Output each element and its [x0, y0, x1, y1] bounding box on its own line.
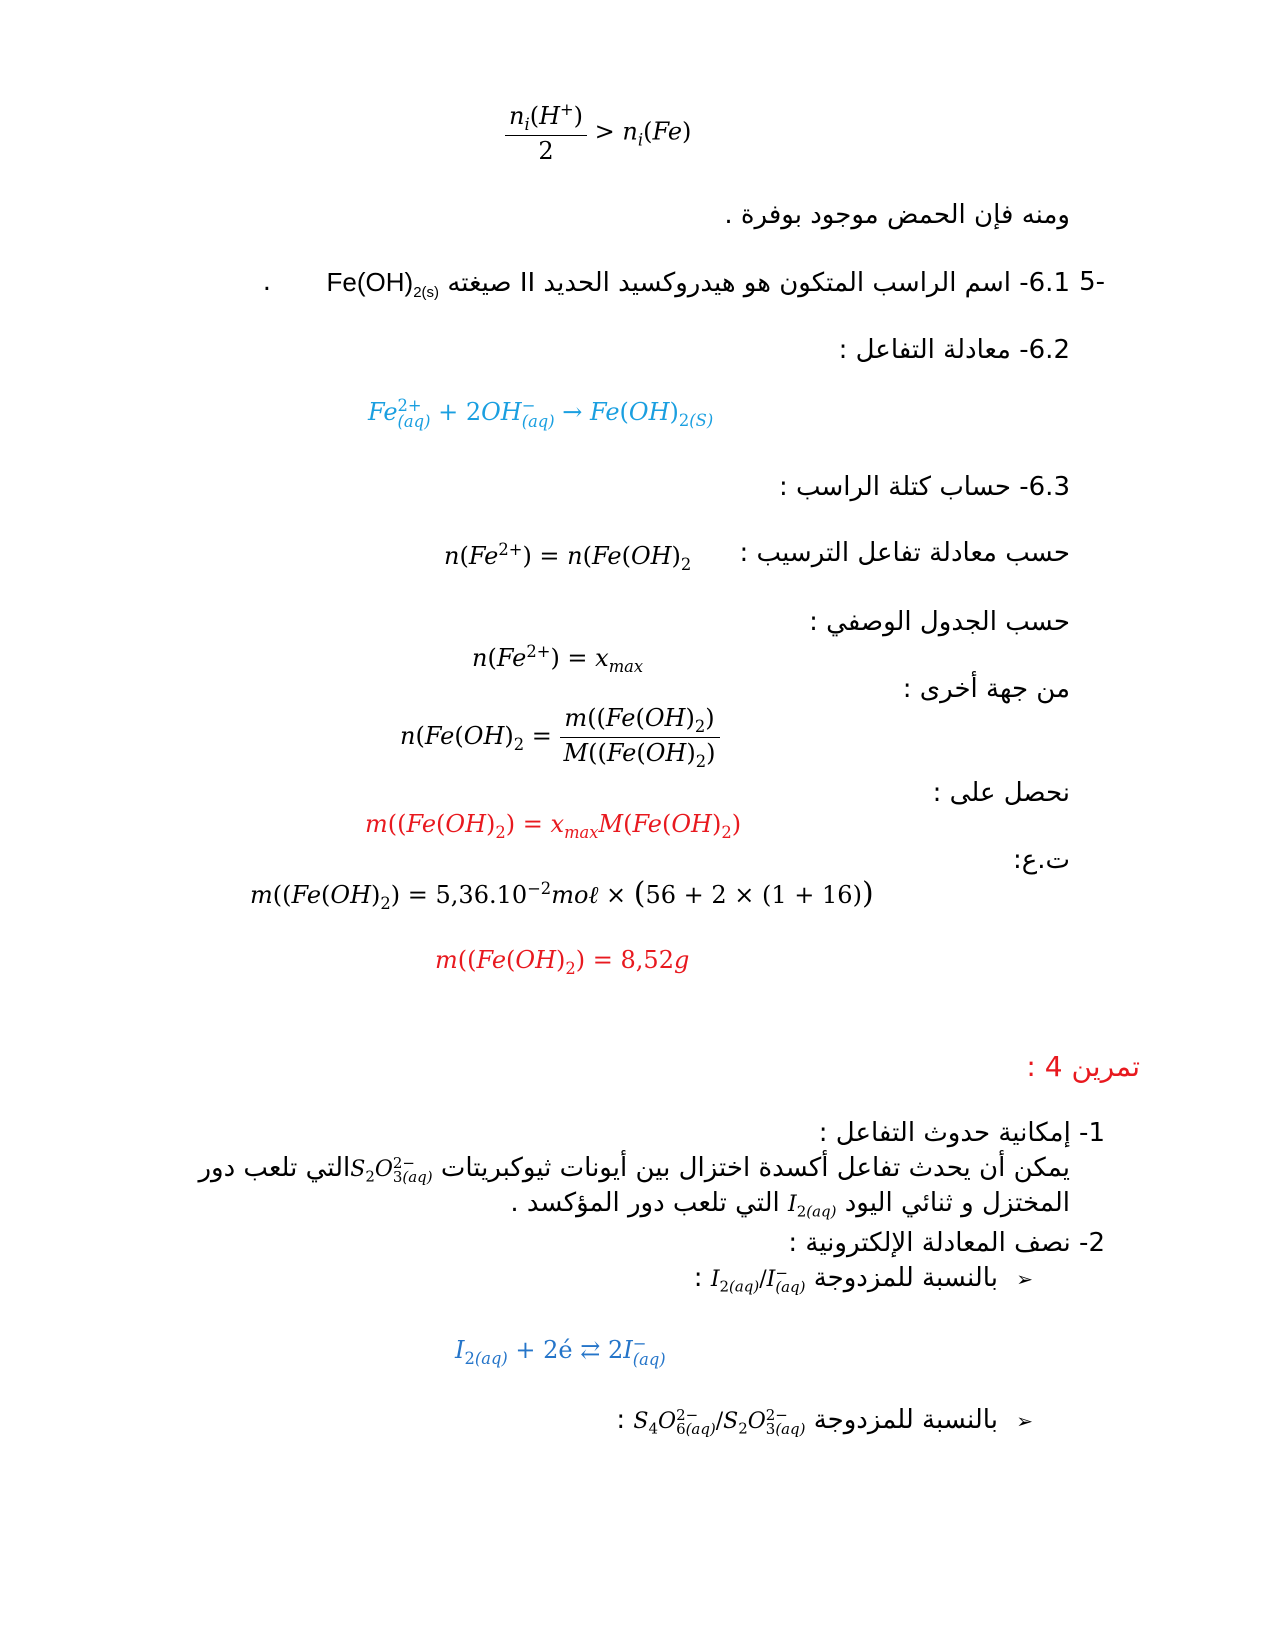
other-side-text: من جهة أخرى : — [902, 674, 1070, 704]
part-1-line-1 — [198, 1153, 1070, 1185]
question-6-1-period: . — [262, 267, 271, 297]
question-6-1-label: 6.1- اسم الراسب المتكون هو هيدروكسيد الحديد II صيغته — [447, 268, 1070, 298]
bullet-couple-iodine — [694, 1263, 1033, 1295]
numerical-application-label: ت.ع: — [1012, 845, 1070, 875]
progress-table-text: حسب الجدول الوصفي : — [809, 607, 1070, 637]
colon: : — [693, 1263, 703, 1293]
part-2-heading: 2- نصف المعادلة الإلكترونية : — [788, 1228, 1105, 1258]
bullet-arrow-icon: ➢ — [1016, 1409, 1033, 1433]
thiosulfate-formula: $S_2O$ 2− 3(aq) — [350, 1153, 433, 1186]
mass-result: $m((Fe(OH)_2) = 8,52g$ — [435, 946, 690, 978]
obtain-text: نحصل على : — [932, 778, 1070, 808]
reductant-role-text: التي تلعب دور — [198, 1153, 351, 1183]
iodine-formula: $I_{2(aq)}$ — [788, 1192, 837, 1221]
iron-hydroxide-formula: $Fe(OH)_{2(s)}$ — [326, 267, 440, 302]
tetrathionate-couple-formula: $S_4O$ 2− 6(aq) $/S_2O$ 2− 3(aq) — [633, 1405, 806, 1438]
question-6-2-text: 6.2- معادلة التفاعل : — [838, 335, 1070, 365]
mole-fe-xmax: $n(Fe^{2+}) = x_{max}$ — [472, 642, 644, 676]
part-1-line-2 — [510, 1188, 1070, 1220]
couple-label: بالنسبة للمزدوجة — [813, 1405, 998, 1435]
question-6-1-text — [327, 267, 1070, 301]
bullet-couple-sulfur — [616, 1405, 1033, 1437]
mole-mass-relation: $n(Fe(OH)_2$ = $\frac{m((Fe(OH)_2)}{M((Fe(OH)_2)}$ — [400, 703, 720, 772]
iodine-text: المختزل و ثنائي اليود — [844, 1188, 1070, 1218]
iodine-couple-formula: $I_{2(aq)}/I$ − (aq) — [710, 1263, 806, 1296]
question-5-number: -5 — [1079, 267, 1105, 297]
exercise-4-title: تمرين 4 : — [1026, 1050, 1140, 1083]
iodine-half-equation: $I_{2(aq)}$ + 2é ⇄ 2I − (aq) — [455, 1334, 666, 1369]
question-6-3-text: 6.3- حساب كتلة الراسب : — [778, 472, 1070, 502]
thiosulfate-text: يمكن أن يحدث تفاعل أكسدة اختزال بين أيونات ثيوكبريتات — [440, 1153, 1070, 1183]
conclusion-line: ومنه فإن الحمض موجود بوفرة . — [724, 200, 1070, 230]
numerical-application: $m((Fe(OH)_2)$ = $5,36.10^{-2}mo\ell \times (56 + 2 \times (1 + 16))$ — [250, 876, 874, 913]
mass-formula: $m((Fe(OH)_2) = x_{max}M(Fe(OH)_2)$ — [365, 810, 742, 842]
precipitation-relation-text: حسب معادلة تفاعل الترسيب : — [739, 538, 1070, 568]
mole-equality-fe-feoh2: $n(Fe^{2+}) = n(Fe(OH)_2$ — [444, 540, 692, 574]
precipitation-equation: Fe 2+ (aq) + 2OH − (aq) → $Fe(OH)_{2(S)}$ — [368, 396, 714, 431]
equation-excess-acid: $\frac{n_i(H^+)}{2}$ > $n_i(Fe)$ — [505, 100, 691, 166]
colon: : — [616, 1405, 626, 1435]
couple-label: بالنسبة للمزدوجة — [813, 1263, 998, 1293]
oxidant-role-text: التي تلعب دور المؤكسد . — [510, 1188, 780, 1218]
part-1-heading: 1- إمكانية حدوث التفاعل : — [818, 1118, 1105, 1148]
bullet-arrow-icon: ➢ — [1016, 1267, 1033, 1291]
